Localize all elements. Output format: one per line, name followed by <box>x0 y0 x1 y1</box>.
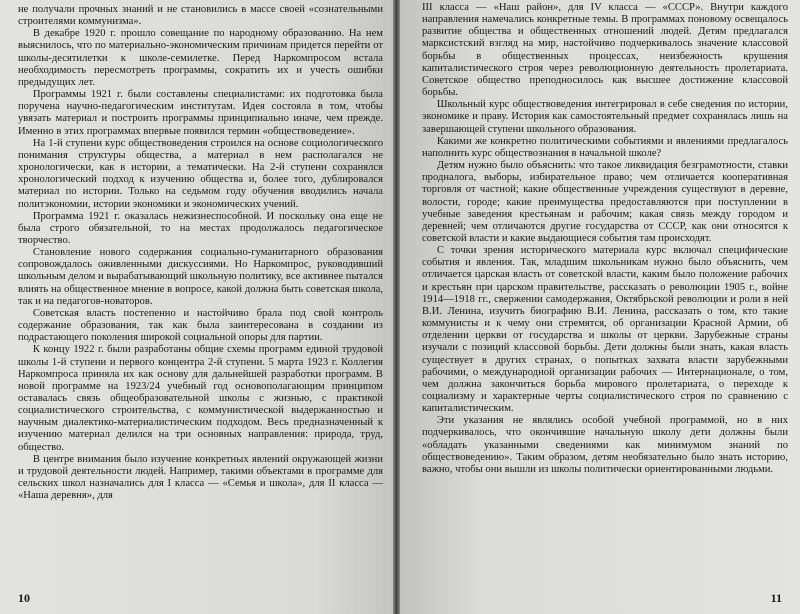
paragraph: Эти указания не являлись особой учебной программой, но в них подчеркивалось, что окончившие начальную школу дети должны были «обладать указанными сведениями как минимумом знаний по обществоведению». Таким образом, детям необязательно было знать историю, важно, чтобы они вышли из школы политически ориентированными людьми. <box>422 415 788 475</box>
paragraph: Программа 1921 г. оказалась нежизнеспособной. И поскольку она еще не была строго обязательной, то на местах продолжалось педагогическое творчество. <box>18 210 383 246</box>
paragraph: С точки зрения исторического материала курс включал специфические события и явления. Так, младшим школьникам нужно было объяснить, чем отличается царская власть от советской власти, каким было положение рабочих и крестьян при царском правительстве, рассказать о революции 1905 г., войне 1914—1918 гг., свержении самодержавия, Октябрьской революции и роли в ней В.И. Ленина, изучить биографию В.И. Ленина, рассказать о том, кто такие коммунисты и к чему они стремятся, об организации Красной Армии, об отделении церкви от государства и школы от церкви. Зарубежные страны изучали с позиций классовой борьбы. Дети должны были знать, какая власть существует в других странах, о попытках захвата власти зарубежными рабочими, о международной организации рабочих — Интернационале, о том, чем должна закончиться борьба мирового пролетариата, о переходе к социализму и характерные черты социалистического строя по сравнению с капиталистическим. <box>422 245 788 415</box>
paragraph: Становление нового содержания социально-гуманитарного образования сопровождалось оживленными дискуссиями. Но Наркомпрос, руководивший школьным делом и вырабатывающий школьную политику, все активнее пытался влиять на общественное мнение в вопросе, какой должна быть советская школа, так и на педагогов-новаторов. <box>18 247 383 307</box>
page-number: 10 <box>18 591 30 605</box>
book-gutter <box>393 0 400 614</box>
paragraph: В декабре 1920 г. прошло совещание по народному образованию. На нем выяснилось, что по материально-экономическим причинам придется перейти от школы-десятилетки к школе-семилетке. Перед Наркомпросом встала необходимость пересмотреть программы, сократить их и учесть ошибки предыдущих лет. <box>18 28 383 88</box>
left-page-text <box>18 4 383 502</box>
paragraph: Школьный курс обществоведения интегрировал в себе сведения по истории, экономике и праву. История как самостоятельный предмет сохранялась лишь на завершающей ступени школьного образования. <box>422 99 788 135</box>
paragraph: На 1-й ступени курс обществоведения строился на основе социологического понимания структуры общества, а материал в нем располагался не хронологически, как в истории, а тематически. На 2-й ступени сохранялся хронологический подход к изучению общества и, более того, дублировался материал по истории. Только на седьмом году обучения вводились начала политэкономии, истории экономики и экономических учений. <box>18 137 383 210</box>
paragraph: Программы 1921 г. были составлены специалистами: их подготовка была поручена научно-педагогическим институтам. Идея состояла в том, чтобы увязать материал и построить программы принципиально иначе, чем прежде. Именно в этих программах впервые появился термин «обществоведение». <box>18 89 383 137</box>
paragraph: Детям нужно было объяснить: что такое ликвидация безграмотности, ставки продналога, выборы, избирательное право; чем отличается кооперативная торговля от частной; какие общественные учреждения существуют в деревне, волости, городе; какие преимущества предоставляются при поступлении в учебные заведения крестьянам и рабочим; какая связь между городом и деревней; чем отличаются другие государства от СССР, как они относятся к советской власти и какие выдающиеся события там происходят. <box>422 160 788 244</box>
paragraph: Советская власть постепенно и настойчиво брала под свой контроль содержание образования, так как была заинтересована в создании из подрастающего поколения широкой социальной опоры для партии. <box>18 307 383 344</box>
left-page <box>0 0 393 614</box>
page-number: 11 <box>770 591 782 605</box>
paragraph: III класса — «Наш район», для IV класса — «СССР». Внутри каждого направления намечались конкретные темы. В программах поновому освещалось развитие общества и общественных отношений людей. Детям предлагался марксистский взгляд на мир, настойчиво подчеркивалось значение классовой борьбы в общественных процессах, неизбежность крушения капиталистического строя через революционную деятельность пролетариата. Советское общество преподносилось как высшее достижение классовой борьбы. <box>422 2 788 99</box>
paragraph: В центре внимания было изучение конкретных явлений окружающей жизни и трудовой деятельности людей. Например, такими объектами в программе для сельских школ назначались для I класса — «Семья и школа», для II класса — «Наша деревня», для <box>18 453 383 502</box>
right-page <box>400 0 800 614</box>
paragraph: К концу 1922 г. были разработаны общие схемы программ единой трудовой школы 1-й ступени и первого концентра 2-й ступени. 5 марта 1923 г. Коллегия Наркомпроса приняла их как основу для дальнейшей разработки программ. В новой программе на 1923/24 учебный год основополагающим принципом оставалась связь общеобразовательной школы с жизнью, с практикой социалистического строительства, с коммунистической выдержанностью и научным диалектико-материалистическим подходом. Весь предназначенный к изучению материал делился на три основных направления: природа, труд, общество. <box>18 344 383 453</box>
paragraph: Какими же конкретно политическими событиями и явлениями предлагалось наполнить курс обществознания в начальной школе? <box>422 135 788 159</box>
paragraph: не получали прочных знаний и не становились в массе своей «сознательными строителями коммунизма». <box>18 4 383 28</box>
right-page-text <box>422 2 788 476</box>
